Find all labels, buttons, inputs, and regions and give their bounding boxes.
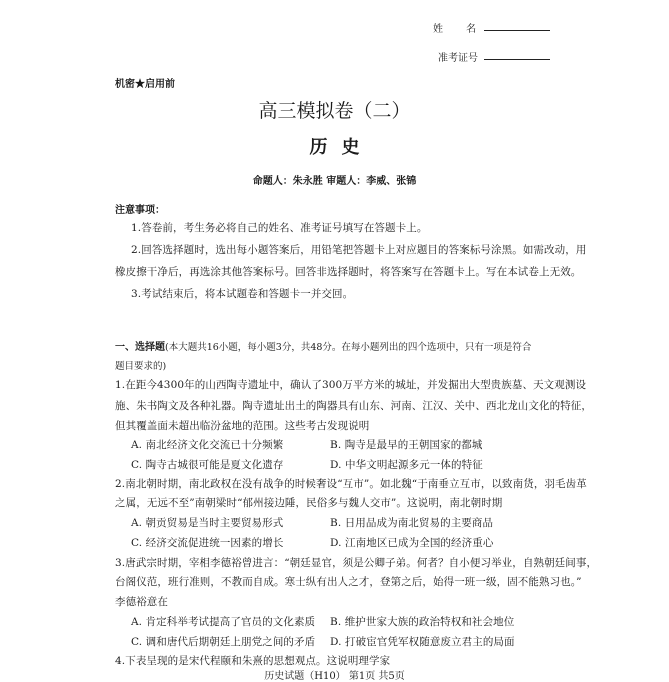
q3-option-d: D. 打破宦官凭军权随意废立君主的局面 — [330, 636, 515, 648]
q3-option-c: C. 调和唐代后期朝廷上朋党之间的矛盾 — [131, 636, 316, 648]
section-desc-cont: 题目要求的) — [115, 361, 167, 372]
name-blank — [484, 30, 550, 31]
note-2: 2.回答选择题时，选出每小题答案后，用铅笔把答题卡上对应题目的答案标号涂黑。如需改动，用 — [131, 244, 587, 256]
q1-line-1: 1.在距今4300年的山西陶寺遗址中，确认了300万平方米的城址，并发掘出大型贵族墓、天文观测设 — [115, 379, 587, 391]
q2-line-2: 之属，无远不至”南朝梁时“郁州接边陲，民俗多与魏人交市”。这说明，南北朝时期 — [115, 497, 503, 509]
subject-title: 历史 — [309, 137, 374, 158]
secret-label: 机密★启用前 — [115, 79, 175, 90]
q1-option-d: D. 中华文明起源多元一体的特征 — [330, 459, 483, 471]
q4-line-1: 4.下表呈现的是宋代程颐和朱熹的思想观点。这说明理学家 — [115, 655, 391, 667]
name-label: 姓 名 — [433, 24, 487, 35]
section-heading — [115, 338, 531, 353]
notes-heading: 注意事项： — [115, 205, 165, 216]
q2-option-a: A. 朝贡贸易是当时主要贸易形式 — [131, 517, 284, 529]
q1-option-a: A. 南北经济文化交流已十分频繁 — [131, 439, 284, 451]
section-title: 一、选择题 — [115, 342, 165, 353]
q1-option-b: B. 陶寺是最早的王朝国家的都城 — [330, 439, 483, 451]
section-desc: (本大题共16小题，每小题3分，共48分。在每小题列出的四个选项中，只有一项是符合 — [165, 342, 532, 353]
authors-line: 命题人：朱永胜 审题人：李威、张锦 — [252, 176, 417, 187]
note-2-cont: 橡皮擦干净后，再选涂其他答案标号。回答非选择题时，将答案写在答题卡上。写在本试卷上无效。 — [115, 266, 582, 278]
q2-option-b: B. 日用品成为南北贸易的主要商品 — [330, 517, 494, 529]
q3-line-3: 李德裕意在 — [115, 596, 168, 608]
q2-line-1: 2.南北朝时期，南北政权在没有战争的时候奢设“互市”。如北魏“于南垂立互市，以致南货，羽毛齿革 — [115, 478, 587, 490]
q3-line-1: 3.唐武宗时期，宰相李德裕曾进言：“朝廷显官，须是公卿子弟。何者？自小便习举业，自熟朝廷间事， — [115, 557, 598, 569]
exam-title: 高三模拟卷（二） — [258, 100, 411, 122]
q3-line-2: 台阁仪范，班行准则，不教而自成。寒士纵有出人之才，登第之后，始得一班一级，固不能熟习也。” — [115, 576, 582, 588]
q3-option-b: B. 维护世家大族的政治特权和社会地位 — [330, 616, 515, 628]
q1-line-3: 但其覆盖面未超出临汾盆地的范围。这些考古发现说明 — [115, 420, 370, 432]
note-1: 1.答卷前，考生务必将自己的姓名、准考证号填写在答题卡上。 — [131, 222, 428, 234]
q2-option-d: D. 江南地区已成为全国的经济重心 — [330, 537, 494, 549]
q1-line-2: 施、朱书陶文及各种礼器。陶寺遗址出土的陶器具有山东、河南、江汉、关中、西北龙山文化的特征， — [115, 400, 592, 412]
ticket-label: 准考证号 — [438, 53, 478, 64]
q3-option-a: A. 肯定科举考试提高了官员的文化素质 — [131, 616, 316, 628]
q1-option-c: C. 陶寺古城很可能是夏文化遗存 — [131, 459, 284, 471]
page-footer: 历史试题（H10） 第1页 共5页 — [264, 671, 405, 682]
ticket-blank — [484, 59, 550, 60]
q2-option-c: C. 经济交流促进统一因素的增长 — [131, 537, 284, 549]
note-3: 3.考试结束后，将本试题卷和答题卡一并交回。 — [131, 288, 354, 300]
